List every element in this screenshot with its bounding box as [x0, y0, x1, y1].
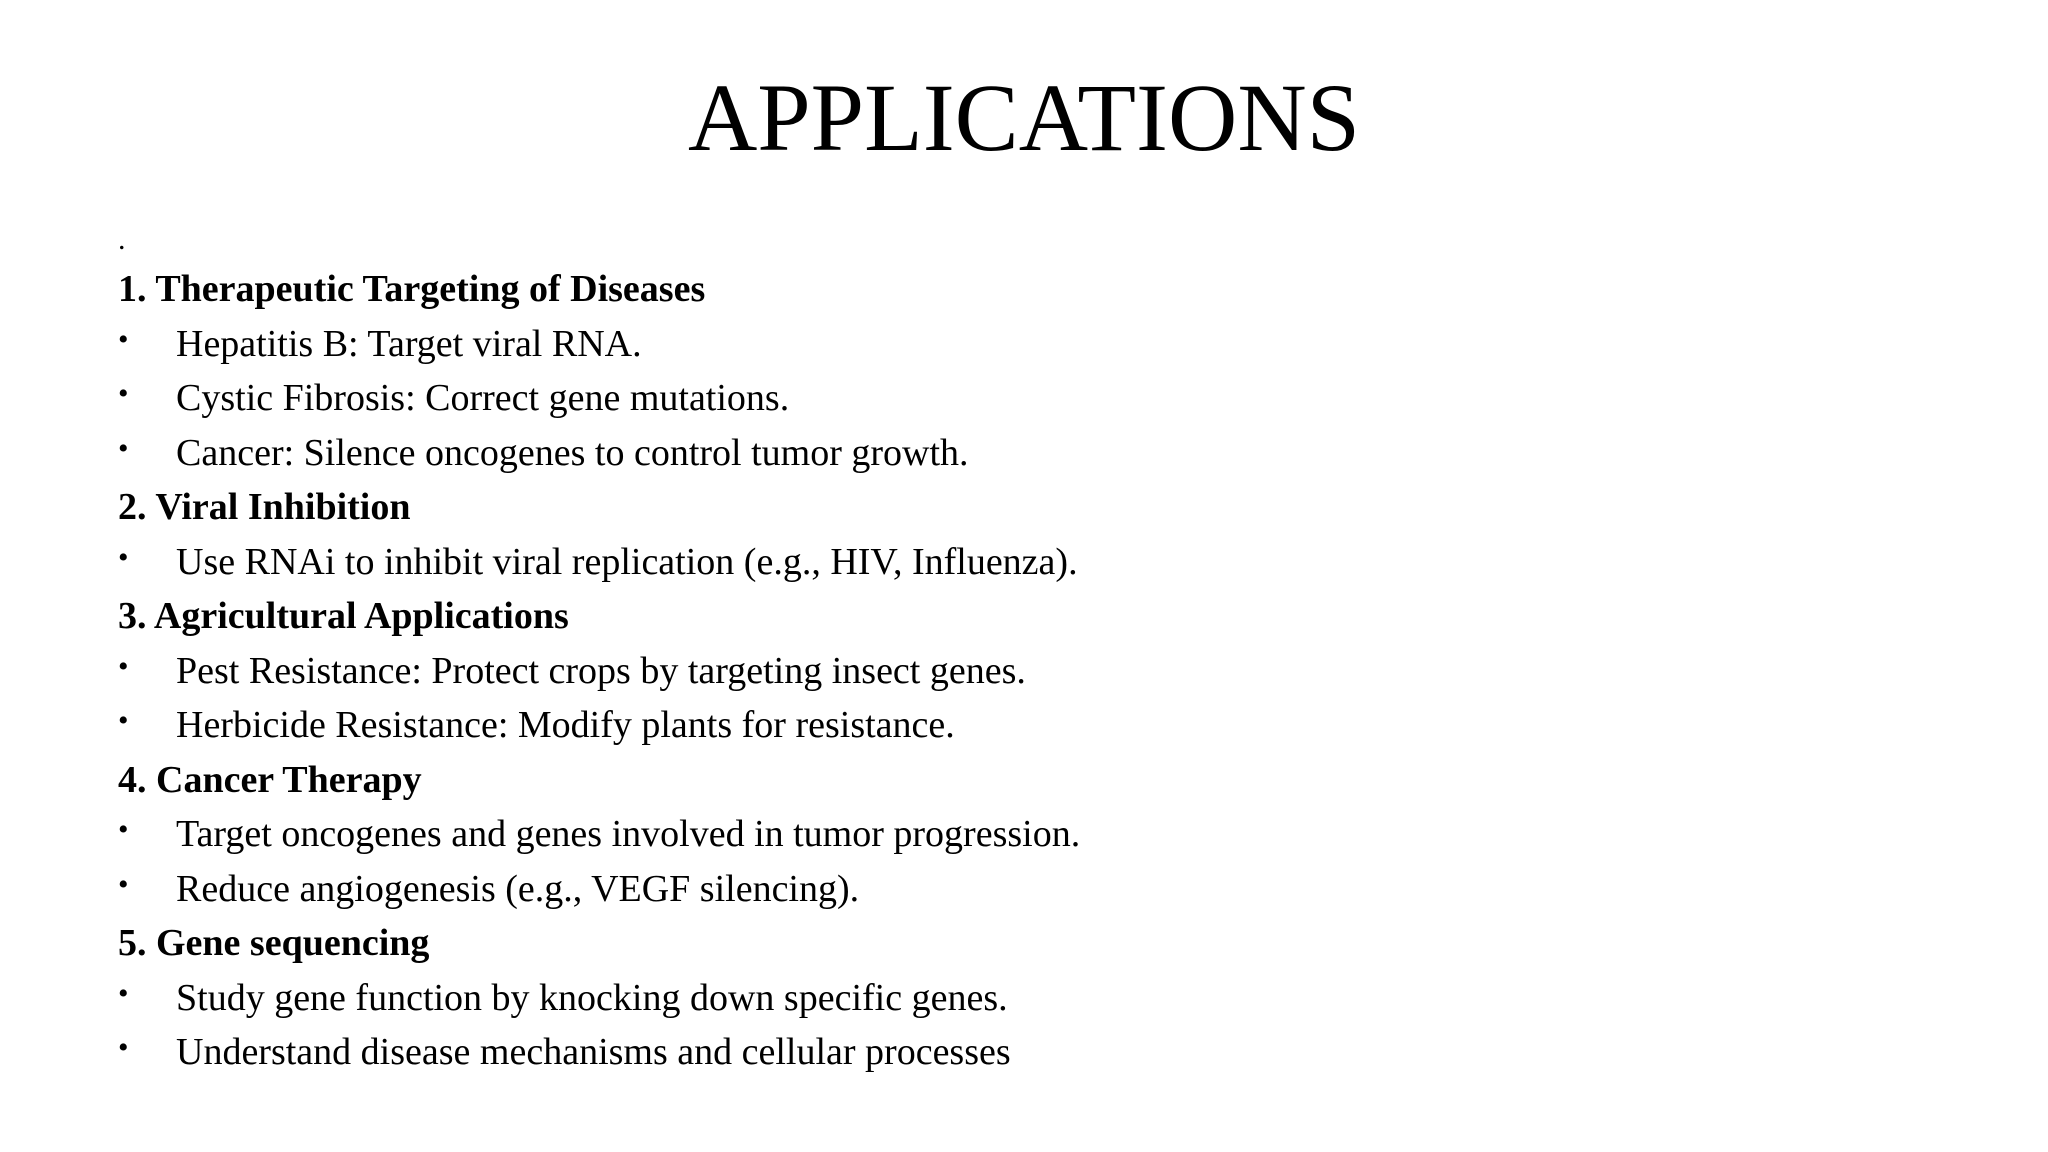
list-item-text: Cancer: Silence oncogenes to control tumor growth. — [176, 431, 969, 474]
section-heading-agricultural: 3. Agricultural Applications — [118, 595, 569, 637]
list-item — [118, 426, 1918, 481]
list-item — [118, 807, 1918, 862]
stray-dot: . — [118, 223, 126, 256]
list-item — [118, 644, 1918, 699]
bullet-icon: • — [118, 322, 129, 356]
list-item-text: Herbicide Resistance: Modify plants for resistance. — [176, 704, 955, 746]
list-item-text: Understand disease mechanisms and cellular processes — [176, 1031, 1011, 1073]
list-item — [118, 698, 1918, 753]
list-item — [118, 317, 1918, 372]
section-heading-therapeutic: 1. Therapeutic Targeting of Diseases — [118, 268, 706, 310]
bullet-icon: • — [118, 540, 129, 574]
list-item-text: Cystic Fibrosis: Correct gene mutations. — [176, 377, 790, 419]
list-item-text: Pest Resistance: Protect crops by targeting insect genes. — [176, 649, 1026, 692]
list-item — [118, 971, 1918, 1026]
bullet-icon: • — [118, 813, 129, 846]
slide-content — [118, 218, 1918, 1080]
section-heading-viral: 2. Viral Inhibition — [118, 486, 411, 528]
bullet-icon: • — [118, 649, 129, 683]
list-item — [118, 862, 1918, 917]
list-item — [118, 1025, 1918, 1080]
bullet-icon: • — [118, 1031, 129, 1064]
bullet-icon: • — [118, 377, 129, 410]
list-item — [118, 535, 1918, 590]
section-heading-gene-sequencing: 5. Gene sequencing — [118, 922, 430, 964]
list-item-text: Hepatitis B: Target viral RNA. — [176, 322, 642, 365]
slide-title: APPLICATIONS — [687, 64, 1361, 171]
list-item — [118, 371, 1918, 426]
bullet-icon: • — [118, 431, 129, 465]
section-heading-cancer-therapy: 4. Cancer Therapy — [118, 758, 422, 801]
list-item-text: Target oncogenes and genes involved in tumor progression. — [176, 813, 1081, 855]
list-item-text: Use RNAi to inhibit viral replication (e.g., HIV, Influenza). — [176, 540, 1078, 583]
bullet-icon: • — [118, 867, 129, 901]
bullet-icon: • — [118, 976, 129, 1010]
bullet-icon: • — [118, 704, 129, 737]
list-item-text: Reduce angiogenesis (e.g., VEGF silencing). — [176, 867, 860, 910]
list-item-text: Study gene function by knocking down specific genes. — [176, 976, 1008, 1019]
